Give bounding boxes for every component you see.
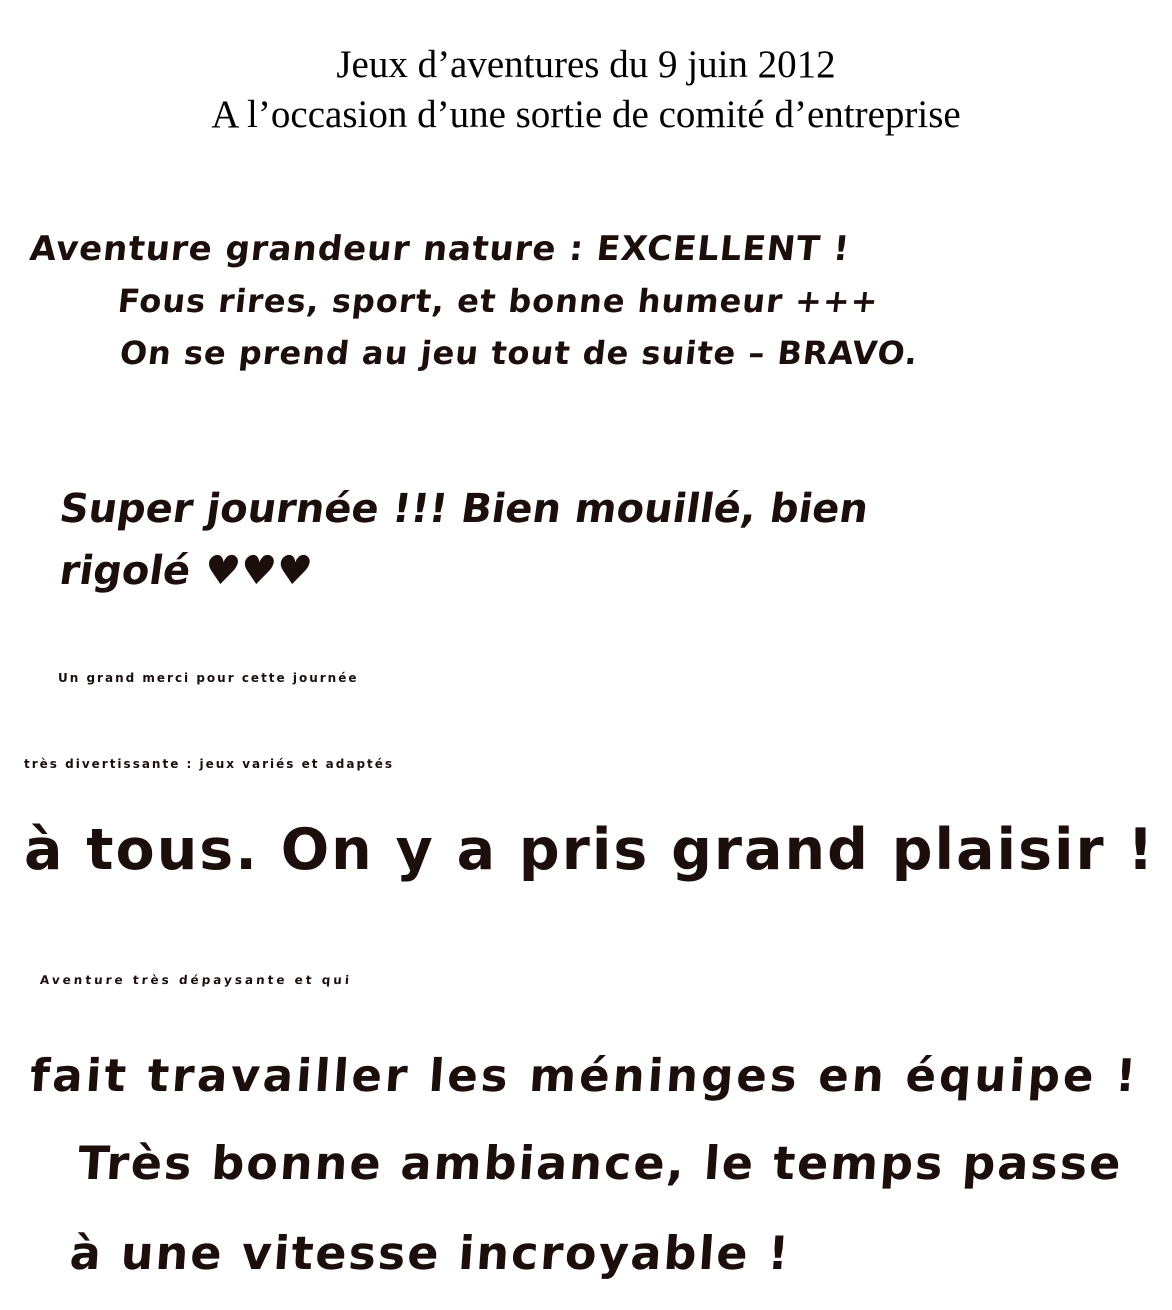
comment-4-line-2: fait travailler les méninges en équipe !: [28, 1049, 1141, 1102]
comment-3-line-1: Un grand merci pour cette journée: [58, 671, 359, 685]
handwritten-comment-3: [24, 635, 1156, 893]
comment-2-line-2: rigolé ♥♥♥: [56, 548, 316, 594]
handwritten-comment-4: [30, 932, 1139, 1124]
handwritten-comment-5: [70, 1118, 1123, 1298]
handwritten-comment-1: [27, 222, 921, 380]
comment-1-line-2: Fous rires, sport, et bonne humeur +++: [116, 282, 881, 320]
comment-5-line-2: à une vitesse incroyable !: [68, 1226, 793, 1280]
header-subtitle: A l’occasion d’une sortie de comité d’entreprise: [211, 93, 961, 136]
comment-1-line-3: On se prend au jeu tout de suite – BRAVO.: [118, 334, 921, 372]
comment-3-line-3: à tous. On y a pris grand plaisir !: [24, 817, 1156, 883]
comment-2-line-1: Super journée !!! Bien mouillé, bien: [56, 486, 872, 532]
comment-4-line-1: Aventure très dépaysante et qui: [39, 973, 353, 987]
page-header: [0, 40, 1172, 140]
handwritten-comment-2: [56, 478, 872, 602]
comment-5-line-1: Très bonne ambiance, le temps passe: [76, 1136, 1125, 1190]
comment-3-line-2: très divertissante : jeux variés et adaptés: [24, 757, 395, 771]
comment-1-line-1: Aventure grandeur nature : EXCELLENT !: [27, 229, 852, 269]
header-title: Jeux d’aventures du 9 juin 2012: [336, 43, 836, 86]
